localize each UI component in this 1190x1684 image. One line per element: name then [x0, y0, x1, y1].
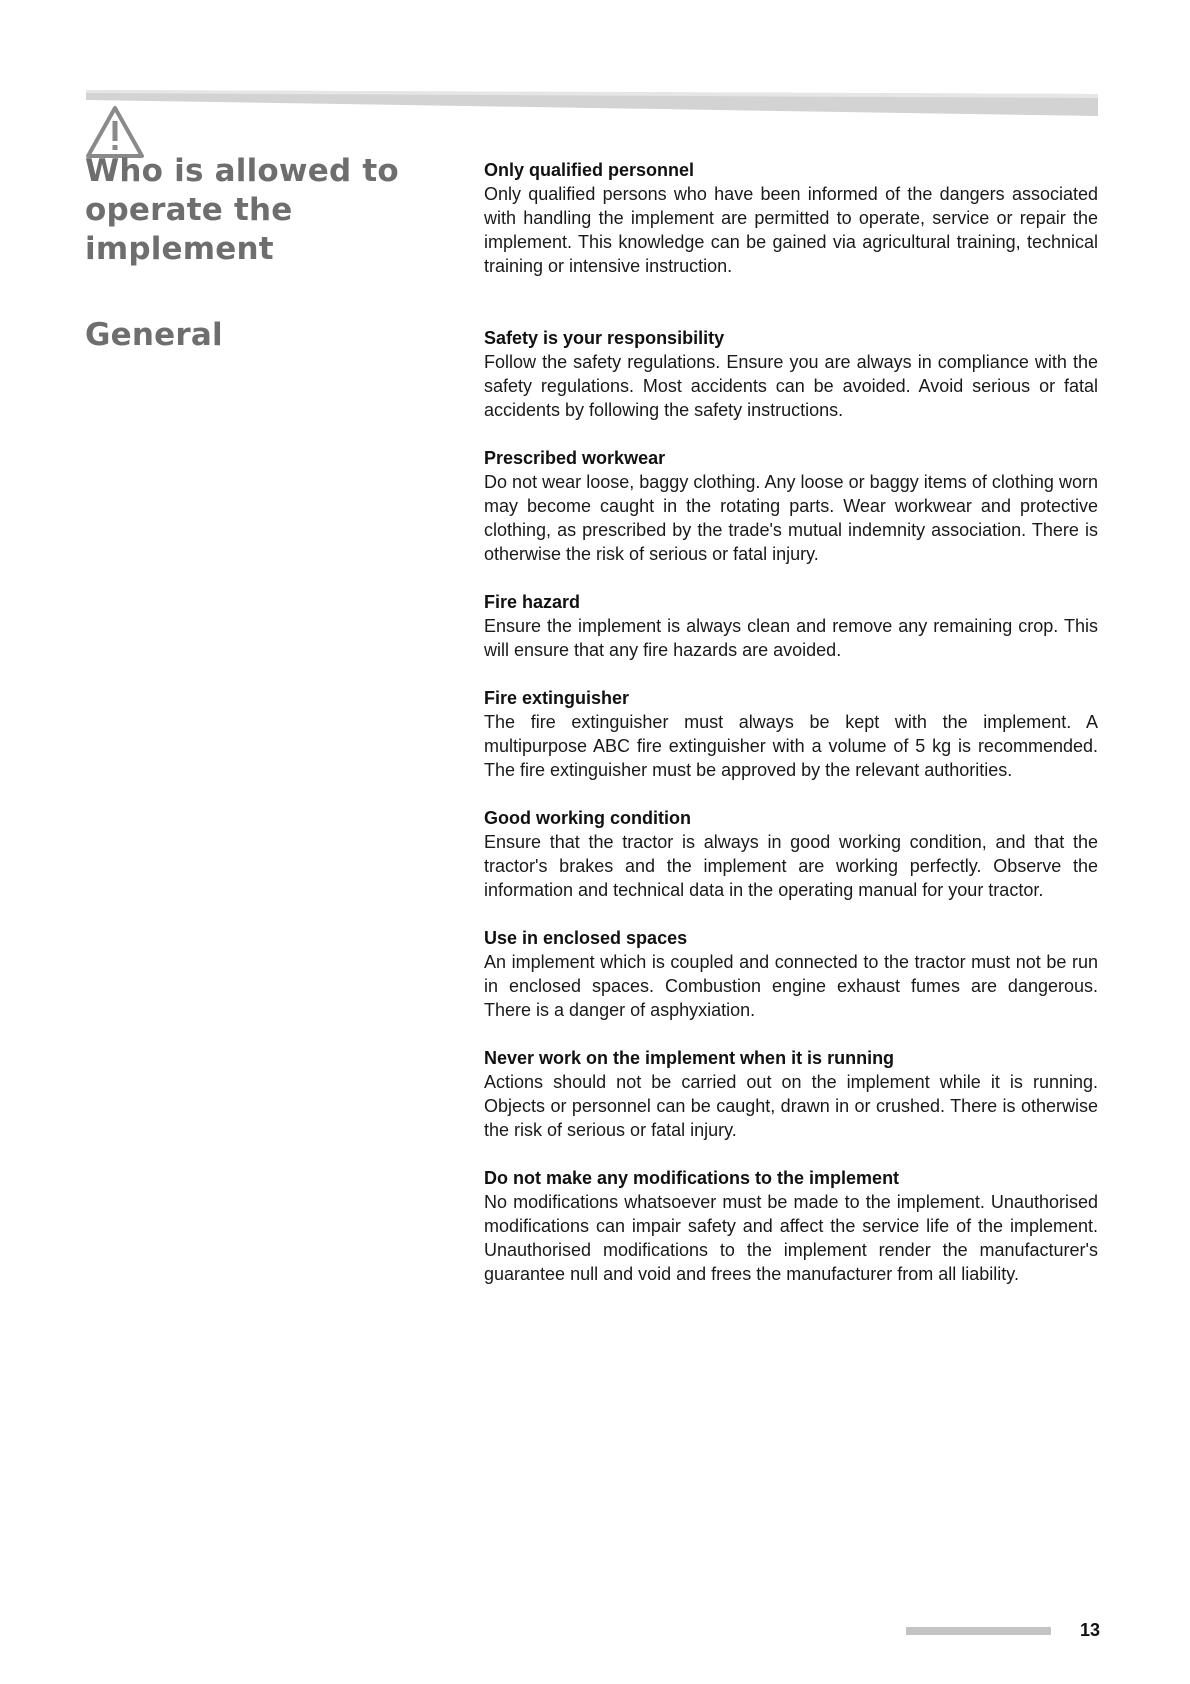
section-enclosed-spaces [484, 926, 1098, 1022]
heading-who-is-allowed: Who is allowed to operate the implement [85, 153, 399, 267]
section-title: Fire extinguisher [484, 688, 630, 708]
section-safety-responsibility [484, 326, 1098, 422]
section-title: Never work on the implement when it is running [484, 1048, 895, 1068]
footer-decorative-bar [906, 1627, 1051, 1635]
header-decorative-bar [86, 90, 1098, 116]
section-text: Do not wear loose, baggy clothing. Any loose or baggy items of clothing worn may become caught in the rotating parts. Wear workwear and protective clothing, as prescribed by the trade's mutual indemnity association. There is otherwise the risk of serious or fatal injury. [484, 472, 1098, 564]
section-good-working-condition [484, 806, 1098, 902]
section-title: Good working condition [484, 808, 691, 828]
section-title: Prescribed workwear [484, 448, 666, 468]
section-text: Actions should not be carried out on the implement while it is running. Objects or personnel can be caught, drawn in or crushed. There is otherwise the risk of serious or fatal injury. [484, 1072, 1098, 1140]
section-text: No modifications whatsoever must be made to the implement. Unauthorised modifications can impair safety and affect the service life of the implement. Unauthorised modifications to the implement render the manufacturer's guarantee null and void and frees the manufacturer from all liability. [484, 1192, 1098, 1284]
heading-general: General [85, 317, 223, 353]
content-column [484, 158, 1098, 1310]
section-text: An implement which is coupled and connected to the tractor must not be run in enclosed spaces. Combustion engine exhaust fumes are dangerous. There is a danger of asphyxiation. [484, 952, 1098, 1020]
section-text: Ensure the implement is always clean and remove any remaining crop. This will ensure that any fire hazards are avoided. [484, 616, 1098, 660]
section-title: Do not make any modifications to the implement [484, 1168, 900, 1188]
left-headings [85, 152, 415, 355]
section-title: Use in enclosed spaces [484, 928, 688, 948]
section-text: Only qualified persons who have been informed of the dangers associated with handling the implement are permitted to operate, service or repair the implement. This knowledge can be gained via agricultural training, technical training or intensive instruction. [484, 184, 1098, 276]
section-prescribed-workwear [484, 446, 1098, 566]
section-no-modifications [484, 1166, 1098, 1286]
section-qualified-personnel [484, 158, 1098, 278]
page-number: 13 [1079, 1620, 1100, 1640]
section-title: Only qualified personnel [484, 160, 695, 180]
section-text: The fire extinguisher must always be kept with the implement. A multipurpose ABC fire extinguisher with a volume of 5 kg is recommended. The fire extinguisher must be approved by the relevant authorities. [484, 712, 1098, 780]
section-text: Ensure that the tractor is always in good working condition, and that the tractor's brakes and the implement are working perfectly. Observe the information and technical data in the operating manual for your tractor. [484, 832, 1098, 900]
section-never-work-running [484, 1046, 1098, 1142]
section-fire-hazard [484, 590, 1098, 662]
section-fire-extinguisher [484, 686, 1098, 782]
section-title: Safety is your responsibility [484, 328, 725, 348]
section-title: Fire hazard [484, 592, 581, 612]
section-text: Follow the safety regulations. Ensure you are always in compliance with the safety regulations. Most accidents can be avoided. Avoid serious or fatal accidents by following the safety instructions. [484, 352, 1098, 420]
